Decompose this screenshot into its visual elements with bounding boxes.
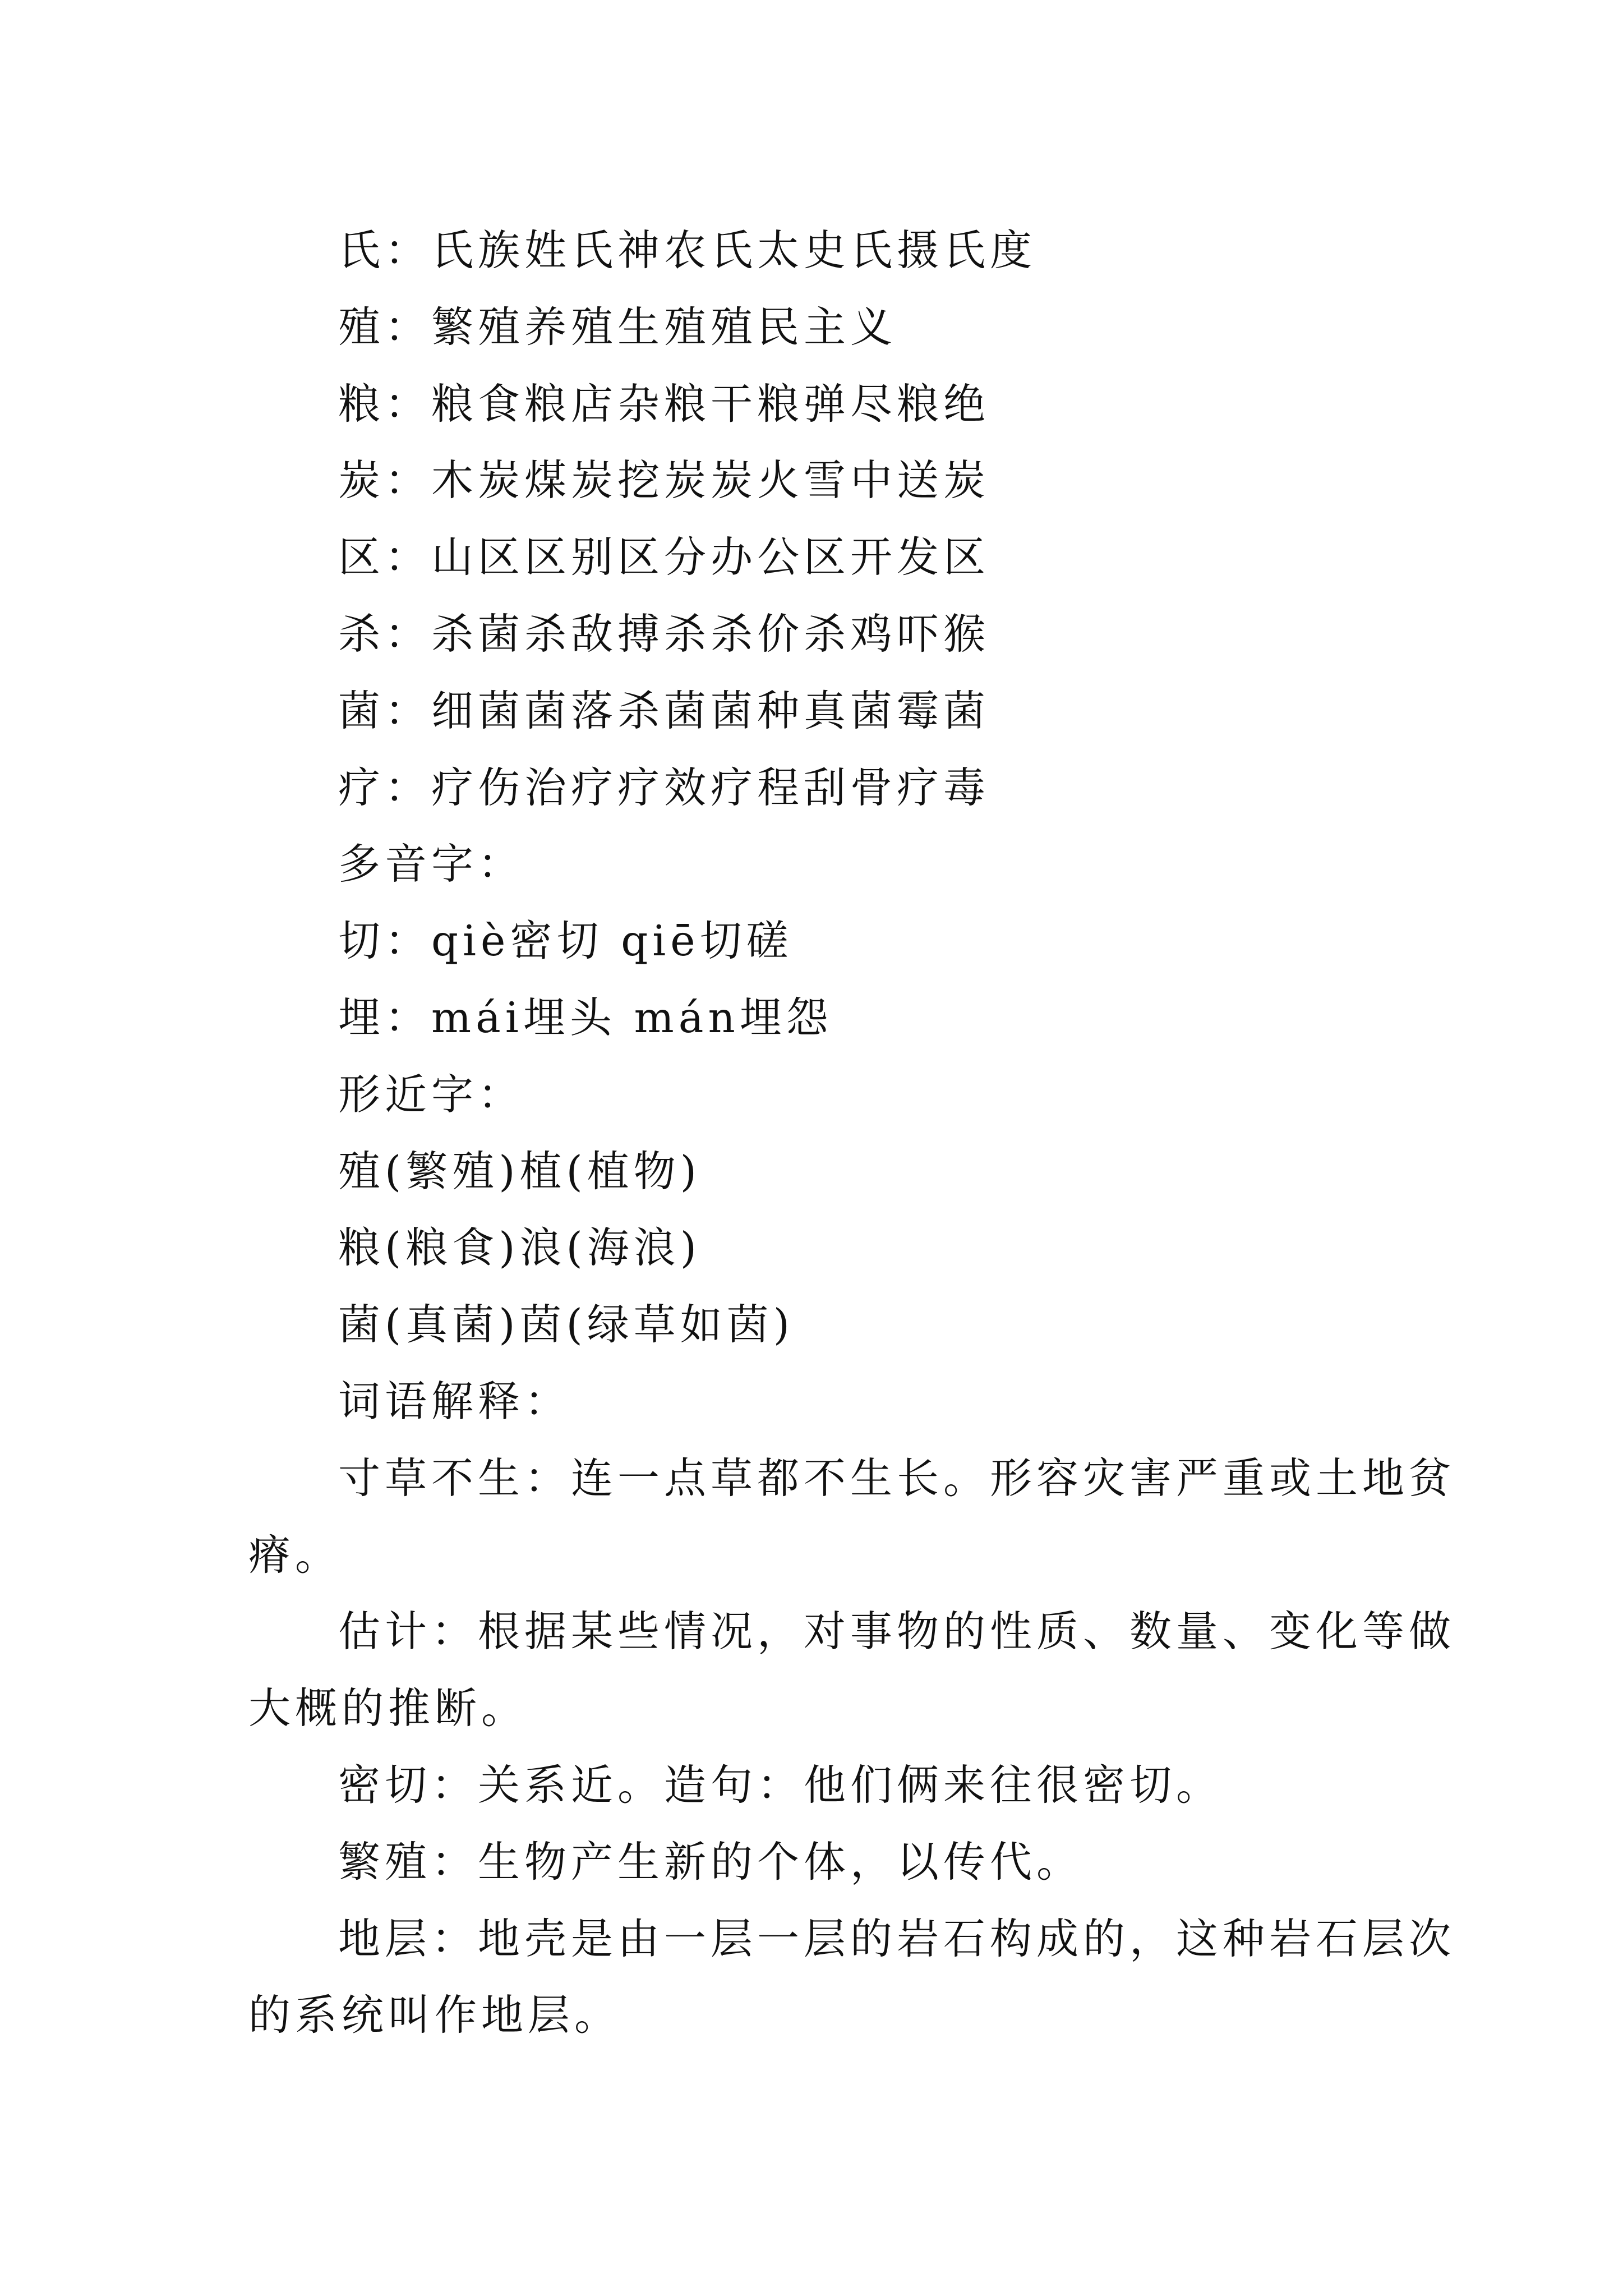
similar-chars-item: 粮(粮食)浪(海浪) [338, 1223, 702, 1273]
similar-chars-item: 菌(真菌)茵(绿草如茵) [338, 1300, 795, 1350]
explanation-line: 繁殖：生物产生新的个体，以传代。 [338, 1837, 1083, 1887]
explanations-heading: 词语解释： [338, 1376, 571, 1426]
similar-chars-item: 殖(繁殖)植(植物) [338, 1146, 702, 1196]
vocab-line: 疗：疗伤治疗疗效疗程刮骨疗毒 [338, 762, 990, 812]
polyphonic-item: 切：qiè密切 qiē切磋 [338, 916, 793, 966]
vocab-line: 氏：氏族姓氏神农氏太史氏摄氏度 [338, 226, 1037, 275]
vocab-line: 殖：繁殖养殖生殖殖民主义 [338, 302, 897, 352]
document-body [248, 212, 1456, 2054]
vocab-line: 杀：杀菌杀敌搏杀杀价杀鸡吓猴 [338, 609, 990, 659]
vocab-line: 炭：木炭煤炭挖炭炭火雪中送炭 [338, 455, 990, 505]
vocab-line: 粮：粮食粮店杂粮干粮弹尽粮绝 [338, 379, 990, 429]
explanation-line: 寸草不生：连一点草都不生长。形容灾害严重或土地贫 [338, 1453, 1456, 1503]
polyphonic-item: 埋：mái埋头 mán埋怨 [338, 992, 833, 1042]
polyphonic-heading: 多音字： [338, 839, 525, 889]
vocab-line: 区：山区区别区分办公区开发区 [338, 532, 990, 582]
similar-chars-heading: 形近字： [338, 1069, 525, 1119]
vocab-line: 菌：细菌菌落杀菌菌种真菌霉菌 [338, 685, 990, 735]
explanation-line: 密切：关系近。造句：他们俩来往很密切。 [338, 1760, 1223, 1810]
explanation-continuation: 大概的推断。 [248, 1683, 528, 1733]
explanation-continuation: 的系统叫作地层。 [248, 1990, 621, 2040]
explanation-line: 地层：地壳是由一层一层的岩石构成的，这种岩石层次 [338, 1913, 1456, 1963]
explanation-line: 估计：根据某些情况，对事物的性质、数量、变化等做 [338, 1607, 1456, 1657]
explanation-continuation: 瘠。 [248, 1530, 342, 1580]
